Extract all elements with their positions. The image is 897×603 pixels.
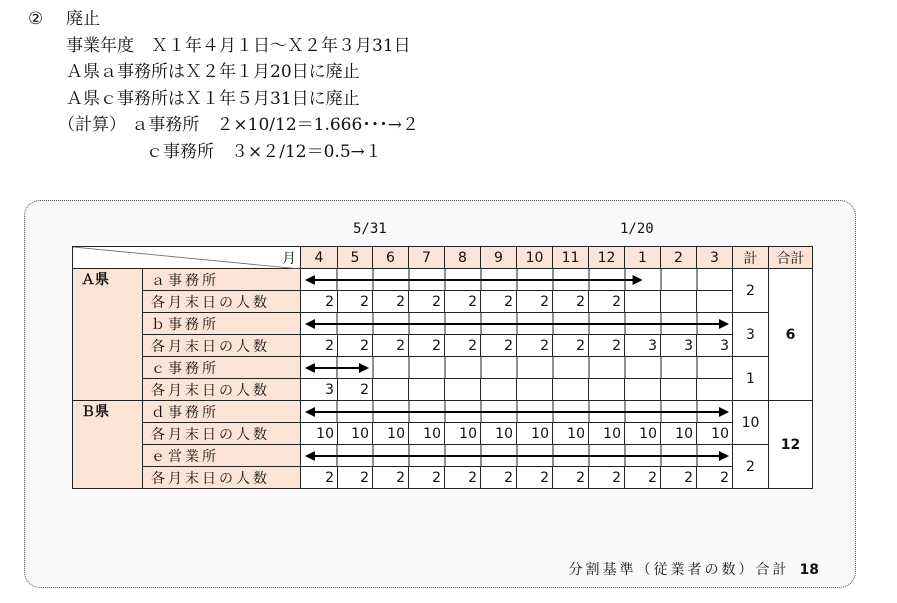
count-cell: 2 bbox=[589, 467, 625, 489]
count-cell: 10 bbox=[625, 423, 661, 445]
count-cell: 3 bbox=[625, 335, 661, 357]
count-cell: 10 bbox=[338, 423, 373, 445]
month-header: 1 bbox=[625, 247, 661, 269]
count-cell: 2 bbox=[589, 335, 625, 357]
month-header: 2 bbox=[661, 247, 697, 269]
fiscal-year-line: 事業年度 Ｘ１年４月１日～Ｘ２年３月31日 bbox=[66, 35, 411, 56]
office-name-a: ａ事務所 bbox=[143, 269, 301, 291]
office-total-d: 10 bbox=[733, 401, 769, 445]
count-cell: 10 bbox=[661, 423, 697, 445]
marker-5-31: 5/31 bbox=[353, 221, 387, 237]
calc-line-a bbox=[28, 112, 419, 139]
month-header: 9 bbox=[481, 247, 517, 269]
period-arrow-c bbox=[301, 357, 733, 379]
count-cell: 2 bbox=[409, 291, 445, 313]
month-header: 4 bbox=[301, 247, 338, 269]
office-name-d: ｄ事務所 bbox=[143, 401, 301, 423]
count-cell bbox=[445, 379, 481, 401]
count-cell bbox=[589, 379, 625, 401]
period-arrow-e bbox=[301, 445, 733, 467]
total-header: 計 bbox=[733, 247, 769, 269]
office-a-closure-line: Ａ県ａ事務所はＸ２年１月20日に廃止 bbox=[66, 62, 360, 82]
month-header: 6 bbox=[373, 247, 409, 269]
count-cell bbox=[373, 379, 409, 401]
count-cell: 2 bbox=[481, 335, 517, 357]
count-row-c bbox=[73, 379, 813, 401]
office-row-c bbox=[73, 357, 813, 379]
count-cell bbox=[661, 291, 697, 313]
count-row-d bbox=[73, 423, 813, 445]
per-month-label: 各月末日の人数 bbox=[143, 291, 301, 313]
count-cell: 2 bbox=[445, 291, 481, 313]
count-cell bbox=[409, 379, 445, 401]
calc-label: （計算） bbox=[58, 115, 126, 135]
count-cell: 2 bbox=[373, 467, 409, 489]
prefecture-A: Ａ県 bbox=[73, 269, 143, 401]
count-row-e bbox=[73, 467, 813, 489]
footer-total bbox=[569, 559, 819, 579]
heading: 廃止 bbox=[66, 9, 100, 29]
count-cell: 2 bbox=[553, 291, 589, 313]
count-cell: 2 bbox=[589, 291, 625, 313]
office-row-e bbox=[73, 445, 813, 467]
count-cell bbox=[625, 379, 661, 401]
count-cell: 2 bbox=[409, 335, 445, 357]
office-total-c: 1 bbox=[733, 357, 769, 401]
count-cell: 2 bbox=[338, 291, 373, 313]
count-cell: 2 bbox=[553, 467, 589, 489]
count-cell: 10 bbox=[481, 423, 517, 445]
per-month-label: 各月末日の人数 bbox=[143, 335, 301, 357]
count-cell: 10 bbox=[409, 423, 445, 445]
count-cell bbox=[553, 379, 589, 401]
grand-total-header: 合計 bbox=[769, 247, 813, 269]
count-cell: 2 bbox=[445, 467, 481, 489]
count-cell bbox=[661, 379, 697, 401]
heading-line bbox=[28, 6, 419, 33]
month-label: 月 bbox=[282, 250, 296, 267]
diagonal-line bbox=[73, 247, 301, 269]
calc-a: ａ事務所 ２×10/12＝1.666･･･→２ bbox=[131, 115, 420, 135]
header-row bbox=[73, 247, 813, 269]
office-total-b: 3 bbox=[733, 313, 769, 357]
office-row-d bbox=[73, 401, 813, 423]
per-month-label: 各月末日の人数 bbox=[143, 379, 301, 401]
count-cell: 3 bbox=[301, 379, 338, 401]
count-row-a bbox=[73, 291, 813, 313]
count-cell: 3 bbox=[697, 335, 733, 357]
office-name-b: ｂ事務所 bbox=[143, 313, 301, 335]
office-total-a: 2 bbox=[733, 269, 769, 313]
count-cell: 2 bbox=[661, 467, 697, 489]
count-cell: 2 bbox=[338, 335, 373, 357]
count-cell: 2 bbox=[481, 467, 517, 489]
count-cell: 2 bbox=[481, 291, 517, 313]
count-cell bbox=[481, 379, 517, 401]
month-header: 11 bbox=[553, 247, 589, 269]
footer-value: 18 bbox=[799, 562, 819, 578]
count-cell: 10 bbox=[373, 423, 409, 445]
month-header: 5 bbox=[338, 247, 373, 269]
count-cell: 2 bbox=[301, 467, 338, 489]
month-header-cell bbox=[73, 247, 301, 269]
office-name-c: ｃ事務所 bbox=[143, 357, 301, 379]
count-cell: 2 bbox=[445, 335, 481, 357]
count-cell: 10 bbox=[517, 423, 553, 445]
date-markers bbox=[25, 221, 855, 241]
office-name-e: ｅ営業所 bbox=[143, 445, 301, 467]
count-cell bbox=[697, 379, 733, 401]
count-cell: 2 bbox=[338, 379, 373, 401]
table-panel bbox=[24, 200, 856, 588]
footer-label: 分割基準（従業者の数）合計 bbox=[568, 562, 790, 578]
arrow-b bbox=[301, 313, 741, 335]
count-cell: 2 bbox=[517, 291, 553, 313]
count-cell: 2 bbox=[697, 467, 733, 489]
arrow-e bbox=[301, 445, 741, 467]
office-total-e: 2 bbox=[733, 445, 769, 489]
count-cell: 10 bbox=[445, 423, 481, 445]
office-c-closure-line: Ａ県ｃ事務所はＸ１年５月31日に廃止 bbox=[66, 88, 360, 109]
month-header: 10 bbox=[517, 247, 553, 269]
per-month-label: 各月末日の人数 bbox=[143, 423, 301, 445]
month-header: 3 bbox=[697, 247, 733, 269]
period-arrow-b bbox=[301, 313, 733, 335]
grand-total-grandB: 12 bbox=[769, 401, 813, 489]
calc-line-c: ｃ事務所 ３×２/12＝0.5→１ bbox=[146, 141, 382, 162]
per-month-label: 各月末日の人数 bbox=[143, 467, 301, 489]
count-cell bbox=[517, 379, 553, 401]
count-cell: 2 bbox=[517, 467, 553, 489]
count-cell: 2 bbox=[517, 335, 553, 357]
count-row-b bbox=[73, 335, 813, 357]
count-cell: 2 bbox=[625, 467, 661, 489]
period-arrow-d bbox=[301, 401, 733, 423]
count-cell: 10 bbox=[301, 423, 338, 445]
item-number: ② bbox=[28, 9, 44, 29]
month-header: 7 bbox=[409, 247, 445, 269]
count-cell: 10 bbox=[589, 423, 625, 445]
arrow-c bbox=[301, 357, 741, 379]
count-cell: 3 bbox=[661, 335, 697, 357]
count-cell: 2 bbox=[373, 335, 409, 357]
count-cell: 2 bbox=[409, 467, 445, 489]
arrow-d bbox=[301, 401, 741, 423]
arrow-a bbox=[301, 269, 741, 291]
count-cell: 2 bbox=[373, 291, 409, 313]
office-row-b bbox=[73, 313, 813, 335]
month-header: 8 bbox=[445, 247, 481, 269]
period-arrow-a bbox=[301, 269, 733, 291]
explanation-text bbox=[28, 6, 419, 165]
month-header: 12 bbox=[589, 247, 625, 269]
office-row-a bbox=[73, 269, 813, 291]
count-cell bbox=[625, 291, 661, 313]
count-cell: 10 bbox=[697, 423, 733, 445]
grand-total-grandA: 6 bbox=[769, 269, 813, 401]
employee-table bbox=[72, 246, 813, 489]
count-cell bbox=[697, 291, 733, 313]
prefecture-B: Ｂ県 bbox=[73, 401, 143, 489]
marker-1-20: 1/20 bbox=[620, 221, 654, 237]
count-cell: 2 bbox=[301, 291, 338, 313]
count-cell: 2 bbox=[338, 467, 373, 489]
count-cell: 10 bbox=[553, 423, 589, 445]
count-cell: 2 bbox=[301, 335, 338, 357]
count-cell: 2 bbox=[553, 335, 589, 357]
